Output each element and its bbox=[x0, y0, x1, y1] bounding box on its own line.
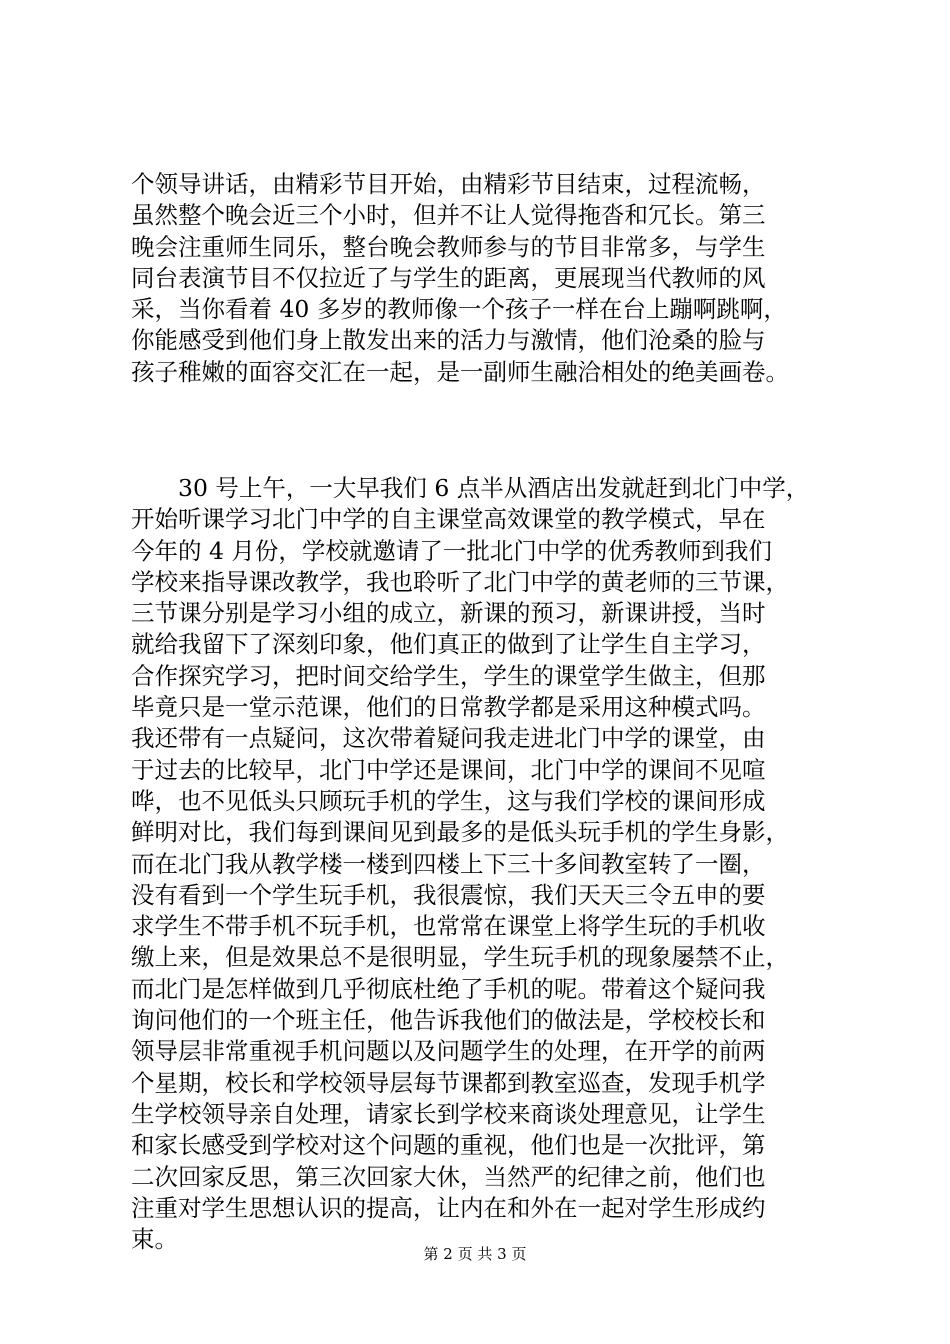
text-line: 三节课分别是学习小组的成立，新课的预习，新课讲授，当时 bbox=[131, 599, 766, 628]
text-line: 采，当你看着 40 多岁的教师像一个孩子一样在台上蹦啊跳啊， bbox=[131, 295, 787, 324]
text-line: 今年的 4 月份，学校就邀请了一批北门中学的优秀教师到我们 bbox=[131, 536, 772, 565]
text-line: 个领导讲话，由精彩节目开始，由精彩节目结束，过程流畅， bbox=[131, 170, 766, 198]
text-line: 哗，也不见低头只顾玩手机的学生，这与我们学校的课间形成 bbox=[131, 786, 766, 815]
text-line: 我还带有一点疑问，这次带着疑问我走进北门中学的课堂，由 bbox=[131, 724, 766, 753]
text-line: 毕竟只是一堂示范课，他们的日常教学都是采用这种模式吗。 bbox=[131, 693, 766, 722]
text-line: 你能感受到他们身上散发出来的活力与激情，他们沧桑的脸与 bbox=[131, 326, 766, 355]
text-line: 询问他们的一个班主任，他告诉我他们的做法是，学校校长和 bbox=[131, 1006, 766, 1035]
text-line: 于过去的比较早，北门中学还是课间，北门中学的课间不见喧 bbox=[131, 755, 766, 784]
text-line: 孩子稚嫩的面容交汇在一起，是一副师生融洽相处的绝美画卷。 bbox=[131, 357, 789, 386]
text-line: 30 号上午，一大早我们 6 点半从酒店出发就赶到北门中学， bbox=[178, 474, 810, 502]
text-line: 领导层非常重视手机问题以及问题学生的处理，在开学的前两 bbox=[131, 1037, 766, 1066]
text-line: 注重对学生思想认识的提高，让内在和外在一起对学生形成约 bbox=[131, 1193, 766, 1222]
paragraph-2 bbox=[131, 473, 831, 1255]
text-line: 开始听课学习北门中学的自主课堂高效课堂的教学模式，早在 bbox=[131, 505, 766, 534]
text-line: 学校来指导课改教学，我也聆听了北门中学的黄老师的三节课， bbox=[131, 567, 789, 596]
text-line: 就给我留下了深刻印象，他们真正的做到了让学生自主学习， bbox=[131, 630, 766, 659]
text-line: 生学校领导亲自处理，请家长到学校来商谈处理意见，让学生 bbox=[131, 1099, 766, 1128]
text-line: 二次回家反思，第三次回家大休，当然严的纪律之前，他们也 bbox=[131, 1162, 766, 1191]
text-line: 求学生不带手机不玩手机，也常常在课堂上将学生玩的手机收 bbox=[131, 912, 766, 941]
text-line: 而在北门我从教学楼一楼到四楼上下三十多间教室转了一圈， bbox=[131, 849, 766, 878]
text-line: 合作探究学习，把时间交给学生，学生的课堂学生做主，但那 bbox=[131, 661, 766, 690]
text-line: 晚会注重师生同乐，整台晚会教师参与的节目非常多，与学生 bbox=[131, 232, 766, 261]
text-line: 鲜明对比，我们每到课间见到最多的是低头玩手机的学生身影， bbox=[131, 818, 789, 847]
paragraph-1 bbox=[131, 169, 831, 388]
text-line: 而北门是怎样做到几乎彻底杜绝了手机的呢。带着这个疑问我 bbox=[131, 974, 766, 1003]
text-line: 束。 bbox=[131, 1225, 178, 1254]
text-line: 缴上来，但是效果总不是很明显，学生玩手机的现象屡禁不止， bbox=[131, 943, 789, 972]
text-line: 同台表演节目不仅拉近了与学生的距离，更展现当代教师的风 bbox=[131, 263, 766, 292]
text-line: 虽然整个晚会近三个小时，但并不让人觉得拖沓和冗长。第三 bbox=[131, 201, 766, 230]
text-line: 个星期，校长和学校领导层每节课都到教室巡查，发现手机学 bbox=[131, 1068, 766, 1097]
page-number-footer: 第 2 页 共 3 页 bbox=[423, 1245, 527, 1263]
text-line: 没有看到一个学生玩手机，我很震惊，我们天天三令五申的要 bbox=[131, 880, 766, 909]
text-line: 和家长感受到学校对这个问题的重视，他们也是一次批评，第 bbox=[131, 1131, 766, 1160]
